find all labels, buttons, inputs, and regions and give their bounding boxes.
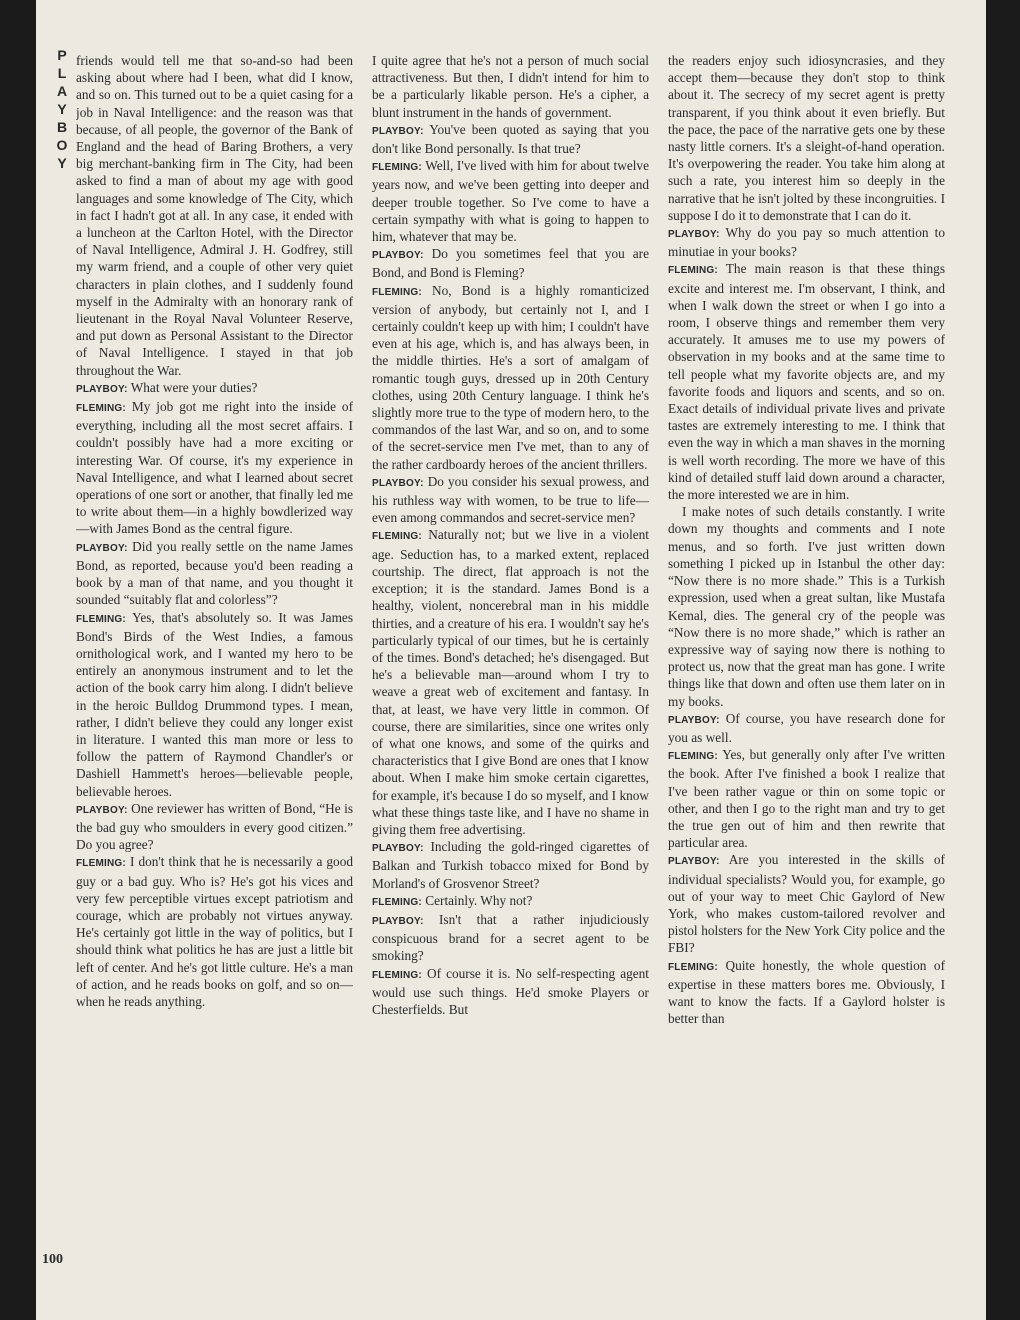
interview-paragraph <box>76 538 353 609</box>
interview-paragraph <box>372 157 649 245</box>
masthead-letter: Y <box>57 101 67 117</box>
paragraph-text: My job got me right into the inside of everything, including all the most secret affairs. I couldn't possibly have had a more exciting or interesting War. Of course, it's my experience in Naval Intelligence, and what I learned about secret operations of one sort or another, that finally led me to write about them—in a highly bowdlerized way—with James Bond as the central figure. <box>76 399 353 537</box>
text-column-1 <box>76 52 353 1272</box>
speaker-label: FLEMING: <box>668 751 718 763</box>
interview-paragraph <box>668 957 945 1028</box>
masthead-letter: P <box>57 47 67 63</box>
speaker-label: PLAYBOY: <box>372 915 424 927</box>
paragraph-text: I make notes of such details constantly. I write down my thoughts and comments and I note menus, and so forth. I've just written down something I picked up in Istanbul the other day: “Now there is no more shade.” This is a Turkish expression, used when a great sultan, like Mustafa Kemal, dies. The general cry of the people was “Now there is no more shade,” which is rather an expressive way of saying now there is nothing to protect us, now that the great man has gone. I write things like that down and often use them later on in my books. <box>668 504 945 709</box>
masthead-vertical <box>52 46 72 172</box>
interview-paragraph <box>76 379 353 398</box>
interview-paragraph <box>668 260 945 503</box>
paragraph-text: Yes, that's absolutely so. It was James Bond's Birds of the West Indies, a famous ornithological work, and I wanted my hero to be entirely an anonymous instrument and to let the action of the book carry him along. I didn't believe in the heroic Bulldog Drummond types. I mean, rather, I didn't believe they could any longer exist in literature. I wanted this man more or less to follow the pattern of Raymond Chandler's or Dashiell Hammett's heroes—believable people, believable heroes. <box>76 609 353 799</box>
interview-paragraph <box>372 526 649 838</box>
paragraph-text: Quite honestly, the whole question of expertise in these matters bores me. Obviously, I want to know the facts. If a Gaylord holster is better than <box>668 957 945 1027</box>
interview-paragraph <box>372 965 649 1019</box>
paragraph-text: Did you really settle on the name James Bond, as reported, because you'd been reading a book by a man of that name, and you thought it sounded “suitably flat and colorless”? <box>76 538 353 608</box>
speaker-label: PLAYBOY: <box>668 856 720 868</box>
text-paragraph <box>668 503 945 709</box>
speaker-label: PLAYBOY: <box>372 477 424 489</box>
masthead-letter: L <box>57 65 67 81</box>
speaker-label: PLAYBOY: <box>372 843 424 855</box>
speaker-label: FLEMING: <box>76 858 126 870</box>
interview-paragraph <box>372 473 649 527</box>
paragraph-text: Do you consider his sexual prowess, and his ruthless way with women, to be true to life—even among commandos and secret-service men? <box>372 473 649 526</box>
paragraph-text: I quite agree that he's not a person of much social attractiveness. But then, I didn't intend for him to be a particularly likable person. He's a cipher, a blunt instrument in the hands of government. <box>372 53 649 120</box>
speaker-label: FLEMING: <box>372 286 422 298</box>
text-paragraph <box>668 52 945 224</box>
paragraph-text: I don't think that he is necessarily a good guy or a bad guy. Who is? He's got his vices and very few perceptible virtues except patriotism and courage, which are probably not virtues anyway. He's certainly got little in the way of politics, but I should think what politics he has are just a little bit left of center. And he's got little culture. He's a man of action, and he reads books on golf, and so on—when he reads anything. <box>76 854 353 1009</box>
interview-paragraph <box>668 710 945 746</box>
interview-paragraph <box>372 838 649 892</box>
paragraph-text: One reviewer has written of Bond, “He is the bad guy who smoulders in every good citizen.” Do you agree? <box>76 800 353 853</box>
text-paragraph <box>372 52 649 121</box>
paragraph-text: Certainly. Why not? <box>425 892 533 908</box>
interview-paragraph <box>76 609 353 800</box>
speaker-label: PLAYBOY: <box>76 804 128 816</box>
speaker-label: PLAYBOY: <box>76 383 128 395</box>
paragraph-text: friends would tell me that so-and-so had been asking about where had I been, what did I know, and so on. This turned out to be a quiet casing for a job in Naval Intelligence: and the reason was that because, of all people, the governor of the Bank of England and the head of Baring Brothers, a very big merchant-banking firm in The City, had been asked to find a man of about my age with good languages and some knowledge of The City, which in fact I hadn't got at all. In any case, it ended with a luncheon at the Carlton Hotel, with the Director of Naval Intelligence, Admiral J. H. Godfrey, still my warm friend, and a couple of other very quiet characters in plain clothes, and I suddenly found myself in the Admiralty with an honorary rank of lieutenant in the Royal Naval Volunteer Reserve, and put down as Personal Assistant to the Director of Naval Intelligence. I stayed in that job throughout the War. <box>76 53 353 378</box>
speaker-label: PLAYBOY: <box>372 250 424 262</box>
interview-paragraph <box>76 853 353 1010</box>
interview-paragraph <box>668 224 945 260</box>
speaker-label: PLAYBOY: <box>372 125 424 137</box>
paragraph-text: What were your duties? <box>130 379 258 395</box>
text-paragraph <box>76 52 353 379</box>
paragraph-text: Do you sometimes feel that you are Bond, and Bond is Fleming? <box>372 246 649 281</box>
speaker-label: FLEMING: <box>372 896 422 908</box>
paragraph-text: Well, I've lived with him for about twelve years now, and we've been getting into deeper and deeper trouble together. So I've come to have a certain sympathy with what is going to happen to him, whatever that may be. <box>372 158 649 245</box>
paragraph-text: Of course, you have research done for you as well. <box>668 710 945 745</box>
speaker-label: FLEMING: <box>668 265 718 277</box>
interview-paragraph <box>372 911 649 965</box>
masthead-letter: B <box>56 119 68 135</box>
interview-paragraph <box>668 746 945 851</box>
interview-paragraph <box>372 282 649 473</box>
masthead-letter: Y <box>57 155 67 171</box>
interview-paragraph <box>372 245 649 281</box>
interview-paragraph <box>372 892 649 911</box>
interview-paragraph <box>76 398 353 538</box>
speaker-label: FLEMING: <box>76 403 126 415</box>
paragraph-text: Why do you pay so much attention to minutiae in your books? <box>668 225 945 260</box>
paragraph-text: Of course it is. No self-respecting agent would use such things. He'd smoke Players or Chesterfields. But <box>372 965 649 1017</box>
speaker-label: FLEMING: <box>372 531 422 543</box>
interview-paragraph <box>76 800 353 854</box>
paragraph-text: Naturally not; but we live in a violent age. Seduction has, to a marked extent, replaced courtship. The direct, flat approach is not the exception; it is the standard. James Bond is a healthy, violent, noncerebral man in his middle thirties, and a creature of his era. I wouldn't say he's particularly typical of our times, but he is certainly of the times. Bond's detached; he's disengaged. But he's a believable man—around whom I try to weave a great web of excitement and fantasy. In that, at least, we have very little in common. Of course, there are similarities, since one writes only of what one knows, and some of the quirks and characteristics that I give Bond are ones that I know about. When I make him smoke certain cigarettes, for example, it's because I do so myself, and I know what these things taste like, and I have no shame in giving them free advertising. <box>372 527 649 837</box>
paragraph-text: the readers enjoy such idiosyncrasies, and they accept them—because they don't stop to think about it. The secrecy of my secret agent is pretty transparent, if you think about it even briefly. But the pace, the pace of the narrative gets one by these nasty little corners. It's a sleight-of-hand operation. It's overpowering the reader. You take him along at such a rate, you interest him so deeply in the narrative that he isn't jolted by these incongruities. I suppose I do it to demonstrate that I can do it. <box>668 53 945 223</box>
speaker-label: PLAYBOY: <box>668 229 720 241</box>
interview-paragraph <box>668 851 945 956</box>
interview-paragraph <box>372 121 649 157</box>
page-number: 100 <box>42 1252 63 1267</box>
text-column-3 <box>668 52 945 1272</box>
paragraph-text: You've been quoted as saying that you don't like Bond personally. Is that true? <box>372 121 649 157</box>
paragraph-text: No, Bond is a highly romanticized version of anybody, but certainly not I, and I certainly couldn't keep up with him; I couldn't have even at his age, which is, and has always been, in the middle thirties. He's a sort of amalgam of romantic tough guys, dressed up in 20th Century clothes, using 20th Century language. I think he's slightly more true to the type of modern hero, to the commandos of the last War, and so on, and to some of the secret-service men I've met, than to any of the rather cardboardy heroes of the ancient thrillers. <box>372 282 649 472</box>
text-column-2 <box>372 52 649 1272</box>
paragraph-text: The main reason is that these things excite and interest me. I'm observant, I think, and when I walk down the street or when I go into a room, I observe things and remember them very accurately. It amuses me to use my powers of observation in my books and at the same time to tell people what my favorite objects are, and my favorite foods and liquors and scents, and so on. Exact details of individual private lives and private tastes are extremely interesting to me. I think that even the way in which a man shaves in the morning is well worth recording. The more we have of this kind of detailed stuff laid down around a character, the more interested we are in him. <box>668 261 945 503</box>
speaker-label: FLEMING: <box>668 961 718 973</box>
speaker-label: FLEMING: <box>372 162 422 174</box>
speaker-label: PLAYBOY: <box>668 714 720 726</box>
paragraph-text: Isn't that a rather injudiciously conspicuous brand for a secret agent to be smoking? <box>372 911 649 964</box>
paragraph-text: Including the gold-ringed cigarettes of Balkan and Turkish tobacco mixed for Bond by Morland's of Grosvenor Street? <box>372 839 649 891</box>
magazine-page <box>36 0 986 1320</box>
paragraph-text: Are you interested in the skills of individual specialists? Would you, for example, go out of your way to meet Chic Gaylord of New York, who makes custom-tailored revolver and pistol holsters for the New York City police and the FBI? <box>668 852 945 956</box>
masthead-letter: A <box>56 83 68 99</box>
speaker-label: PLAYBOY: <box>76 542 128 554</box>
speaker-label: FLEMING: <box>76 613 126 625</box>
masthead-letter: O <box>56 137 68 153</box>
speaker-label: FLEMING: <box>372 969 422 981</box>
paragraph-text: Yes, but generally only after I've written the book. After I've finished a book I realize that I've been rather vague or thin on some topic or other, and then I go to the right man and try to get the true gen out of him and then rewrite that particular area. <box>668 747 945 851</box>
